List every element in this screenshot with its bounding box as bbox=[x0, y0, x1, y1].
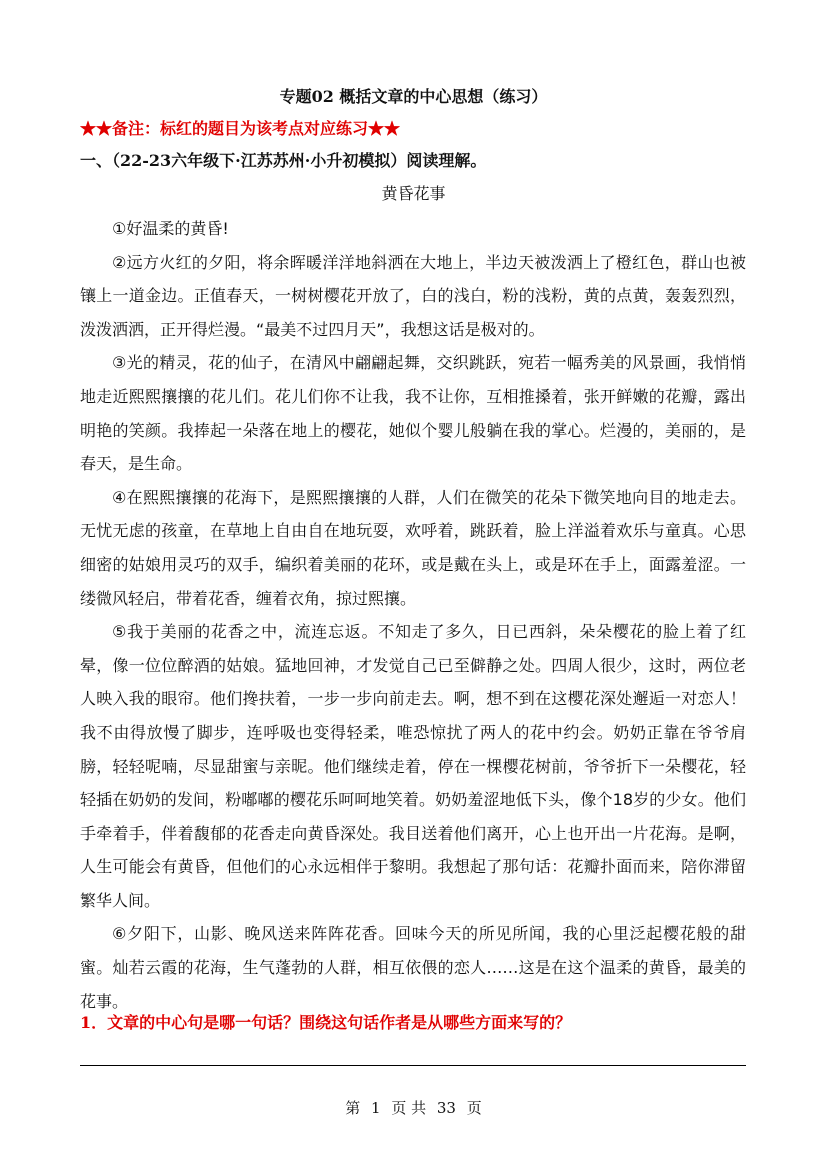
paragraph-6: ⑥夕阳下，山影、晚风送来阵阵花香。回味今天的所见所闻，我的心里泛起樱花般的甜蜜。灿若云霞的花海，生气蓬勃的人群，相互依偎的恋人……这是在这个温柔的黄昏，最美的花事。 bbox=[80, 924, 746, 1011]
paragraph-2: ②远方火红的夕阳，将余晖暖洋洋地斜洒在大地上，半边天被泼洒上了橙红色，群山也被镶上一道金边。正值春天，一树树樱花开放了，白的浅白，粉的浅粉，黄的点黄，轰轰烈烈，泼泼洒洒，正开得烂漫。“最美不过四月天”，我想这话是极对的。 bbox=[80, 252, 746, 339]
footer-divider bbox=[80, 1065, 746, 1066]
footer-label-of: 页 共 bbox=[391, 1099, 427, 1117]
paragraph-3: ③光的精灵，花的仙子，在清风中翩翩起舞，交织跳跃，宛若一幅秀美的风景画，我悄悄地走近熙熙攘攘的花儿们。花儿们你不让我，我不让你，互相推搡着，张开鲜嫩的花瓣，露出明艳的笑颜。我捧起一朵落在地上的樱花，她似个婴儿般躺在我的掌心。烂漫的，美丽的，是春天，是生命。 bbox=[80, 353, 746, 474]
red-note: ★★备注：标红的题目为该考点对应练习★★ bbox=[80, 119, 401, 138]
page-footer bbox=[0, 1098, 827, 1118]
paragraph-1: ①好温柔的黄昏! bbox=[112, 219, 229, 238]
document-title: 专题02 概括文章的中心思想（练习） bbox=[279, 87, 548, 106]
paragraph-5: ⑤我于美丽的花香之中，流连忘返。不知走了多久，日已西斜，朵朵樱花的脸上着了红晕，像一位位醉酒的姑娘。猛地回神，才发觉自己已至僻静之处。四周人很少，这时，两位老人映入我的眼帘。他们搀扶着，一步一步向前走去。啊，想不到在这樱花深处邂逅一对恋人！我不由得放慢了脚步，连呼吸也变得轻柔，唯恐惊扰了两人的花中约会。奶奶正靠在爷爷肩膀，轻轻呢喃，尽显甜蜜与亲昵。他们继续走着，停在一棵樱花树前，爷爷折下一朵樱花，轻轻插在奶奶的发间，粉嘟嘟的樱花乐呵呵地笑着。奶奶羞涩地低下头，像个18岁的少女。他们手牵着手，伴着馥郁的花香走向黄昏深处。我目送着他们离开，心上也开出一片花海。是啊，人生可能会有黄昏，但他们的心永远相伴于黎明。我想起了那句话：花瓣扑面而来，陪你滞留繁华人间。 bbox=[80, 622, 746, 910]
footer-label-page: 第 bbox=[345, 1099, 361, 1117]
section-heading: 一、（22-23六年级下·江苏苏州·小升初模拟）阅读理解。 bbox=[80, 151, 487, 170]
story-title: 黄昏花事 bbox=[381, 184, 446, 203]
current-page-number: 1 bbox=[371, 1099, 381, 1117]
paragraph-4: ④在熙熙攘攘的花海下，是熙熙攘攘的人群，人们在微笑的花朵下微笑地向目的地走去。无忧无虑的孩童，在草地上自由自在地玩耍，欢呼着，跳跃着，脸上洋溢着欢乐与童真。心思细密的姑娘用灵巧的双手，编织着美丽的花环，或是戴在头上，或是环在手上，面露羞涩。一缕微风轻启，带着花香，缠着衣角，掠过熙攘。 bbox=[80, 487, 746, 608]
question-1: 1．文章的中心句是哪一句话？围绕这句话作者是从哪些方面来写的？ bbox=[80, 1013, 572, 1032]
story-body bbox=[80, 212, 746, 1018]
total-page-count: 33 bbox=[436, 1099, 456, 1117]
footer-label-pages: 页 bbox=[466, 1099, 482, 1117]
